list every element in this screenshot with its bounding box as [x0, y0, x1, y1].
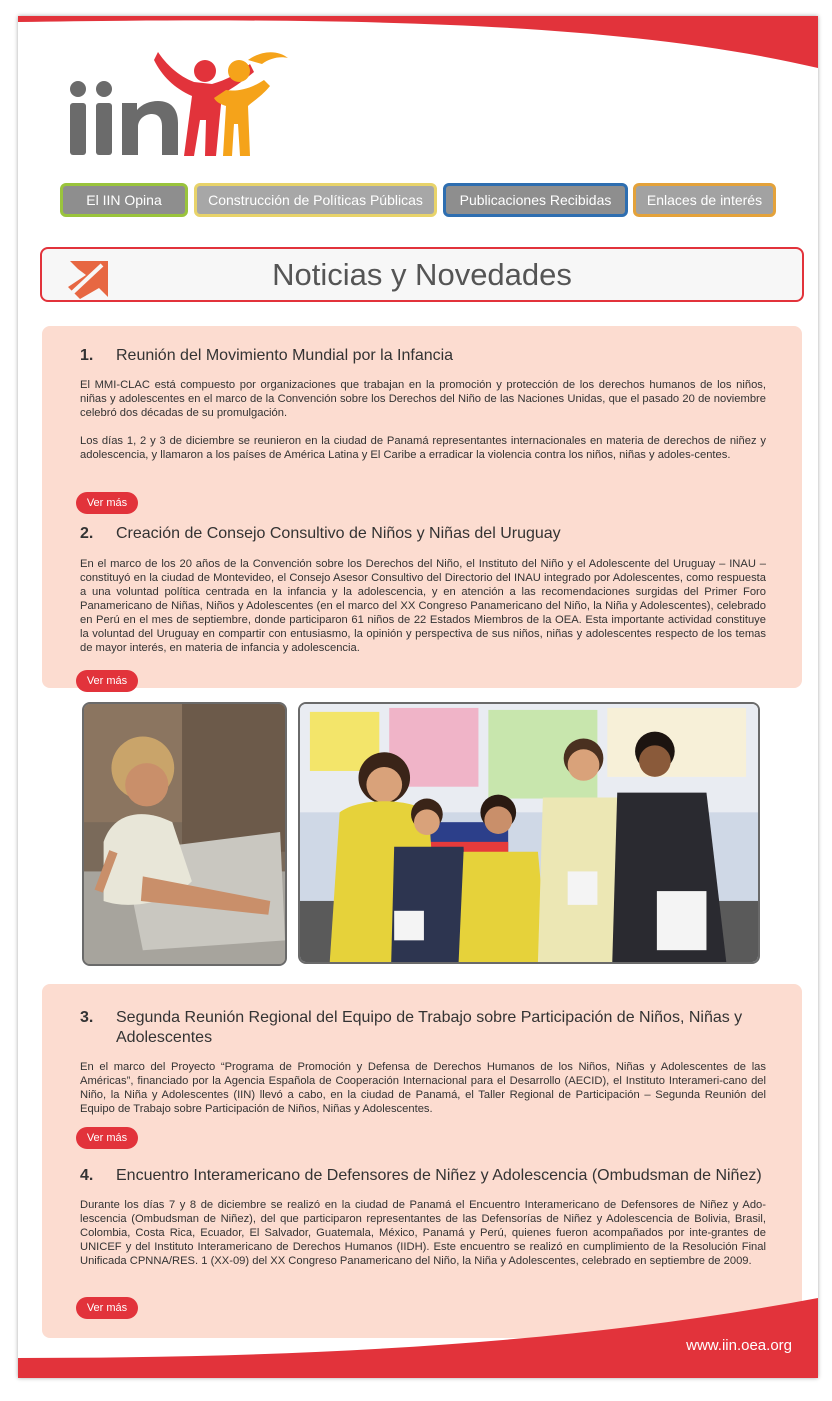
- nav-label: El IIN Opina: [86, 192, 162, 208]
- news-paragraph: En el marco de los 20 años de la Convención sobre los Derechos del Niño, el Instituto del Niño y el Adolescente del Uruguay – INAU – constituyó en la ciudad de Montevideo, el Consejo Asesor Consultivo del Directorio del INAU integrado por Adolescentes, como respuesta a una voluntad política centrada en la infancia y la adolescencia, y en atención a las recomendaciones surgidas del Primer Foro Panamericano de Niñas, Niños y Adolescentes (en el marco del XX Congreso Panamericano del Niño, la Niña y Adolescentes), celebrado en Perú en el mes de septiembre, donde participaron 61 niños de 22 Estados Miembros de la OEA. Esta importante actividad constituye la voluntad del Uruguay en compartir con entusiasmo, la opinión y perspectiva de sus niños, niñas y adolescentes respecto de los temas de mayor interés, en materia de infancia y adolescencia.: [80, 558, 766, 654]
- news-paragraph: Los días 1, 2 y 3 de diciembre se reunieron en la ciudad de Panamá representantes internacionales en materia de derechos de niñez y adolescencia, y llamaron a los países de América Latina y El Caribe a erradicar la violencia contra los niños, niñas y adoles-centes.: [80, 435, 766, 461]
- site-url-link[interactable]: www.iin.oea.org: [686, 1337, 792, 1354]
- news-number: 2.: [80, 525, 94, 542]
- newsletter-sheet: [18, 16, 818, 1378]
- ver-mas-button[interactable]: Ver más: [76, 492, 138, 514]
- ver-mas-button[interactable]: Ver más: [76, 670, 138, 692]
- nav-enlaces-interes[interactable]: [633, 183, 776, 217]
- nav-construccion-politicas[interactable]: [194, 183, 437, 217]
- news-item: [80, 1008, 766, 1116]
- news-title-text: Reunión del Movimiento Mundial por la Infancia: [116, 347, 454, 364]
- news-title-text: Segunda Reunión Regional del Equipo de Trabajo sobre Participación de Niños, Niñas y Adolescentes: [116, 1009, 743, 1046]
- nav-label: Publicaciones Recibidas: [459, 192, 612, 208]
- news-number: 4.: [80, 1167, 94, 1184]
- news-title: [80, 1166, 766, 1186]
- news-item: [80, 524, 766, 655]
- nav-el-iin-opina[interactable]: [60, 183, 188, 217]
- ver-mas-button[interactable]: Ver más: [76, 1127, 138, 1149]
- news-paragraph: En el marco del Proyecto “Programa de Promoción y Defensa de Derechos Humanos de los Niños, Niñas y Adolescentes de las Américas”, financiado por la Agencia Española de Cooperación Internacional para el Desarrollo (AECID), el Instituto Interameri-cano del Niño, la Niña y Adolescentes (IIN) llevó a cabo, en la ciudad de Panamá, el Taller Regional de Participación – Segunda Reunión del Equipo de Trabajo sobre Participación de Niños, Niñas y Adolescentes.: [80, 1061, 766, 1115]
- child-photo: [82, 702, 287, 966]
- ver-mas-button[interactable]: Ver más: [76, 1297, 138, 1319]
- bottom-red-wave: [18, 1288, 818, 1378]
- iin-logo: [66, 46, 306, 176]
- news-title: [80, 524, 766, 544]
- youth-group-photo: [298, 702, 760, 964]
- news-paragraph: Durante los días 7 y 8 de diciembre se realizó en la ciudad de Panamá el Encuentro Interamericano de Defensores de Niñez y Ado-lescencia (Ombudsman de Niñez), del que participaron representantes de las Defensorías de Niñez y Adolescencia de Bolivia, Brasil, Colombia, Costa Rica, Ecuador, El Salvador, Guatemala, México, Panamá y Perú, quienes fueron acompañados por inte-grantes de UNICEF y del Instituto Interamericano de Derechos Humanos (IIDH). Este encuentro se realizó en cumplimiento de la Resolución Final Unificada CPNNA/RES. 1 (XX-09) del XX Congreso Panamericano del Niño, la Niña y Adolescentes, celebrado en septiembre de 2009.: [80, 1199, 766, 1267]
- nav-label: Construcción de Políticas Públicas: [208, 192, 423, 208]
- page-title-bar: [40, 247, 804, 302]
- news-number: 1.: [80, 347, 94, 364]
- news-title-text: Encuentro Interamericano de Defensores de Niñez y Adolescencia (Ombudsman de Niñez): [116, 1167, 762, 1184]
- news-title-text: Creación de Consejo Consultivo de Niños y Niñas del Uruguay: [116, 525, 561, 542]
- nav-label: Enlaces de interés: [646, 192, 763, 208]
- news-panel: [42, 326, 802, 688]
- news-title: [80, 1008, 766, 1048]
- news-paragraph: El MMI-CLAC está compuesto por organizaciones que trabajan en la promoción y protección de los derechos humanos de los niños, niñas y adolescentes en el marco de la Convención sobre los Derechos del Niño de las Naciones Unidas, que el pasado 20 de noviembre celebró dos décadas de su promulgación.: [80, 379, 766, 419]
- news-item: [80, 1166, 766, 1268]
- nav-publicaciones-recibidas[interactable]: [443, 183, 628, 217]
- news-title: [80, 346, 766, 366]
- news-item: [80, 346, 766, 462]
- news-number: 3.: [80, 1009, 94, 1026]
- news-panel: [42, 984, 802, 1338]
- page-title: Noticias y Novedades: [272, 257, 572, 292]
